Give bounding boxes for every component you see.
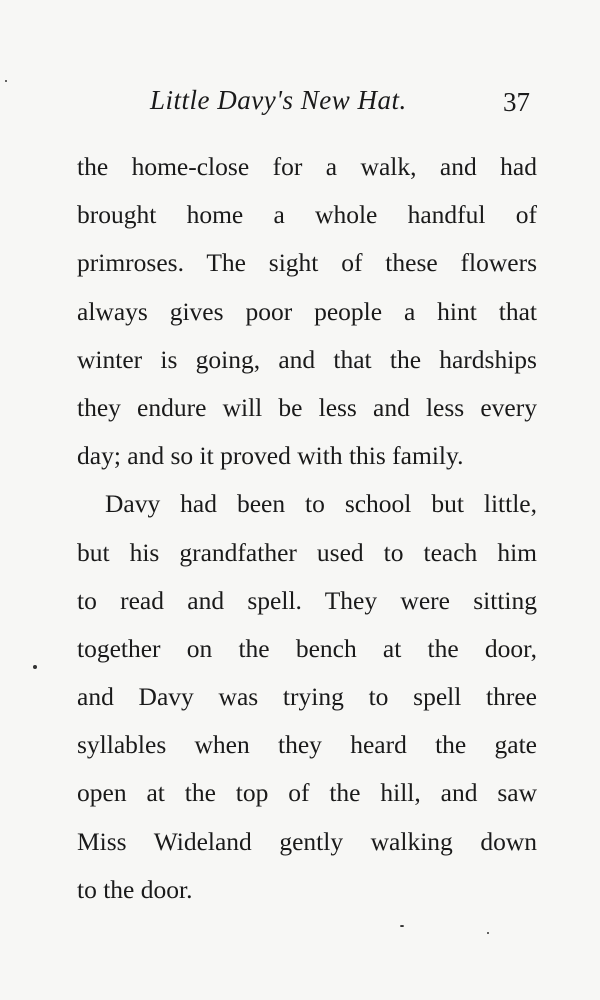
paper-speck bbox=[33, 665, 37, 669]
text-line: Davy had been to school but little, bbox=[105, 489, 537, 519]
paper-speck bbox=[400, 925, 404, 927]
text-line: syllables when they heard the gate bbox=[77, 730, 537, 760]
text-line: primroses. The sight of these flowers bbox=[77, 248, 537, 278]
text-line: and Davy was trying to spell three bbox=[77, 682, 537, 712]
text-line: the home-close for a walk, and had bbox=[77, 152, 537, 181]
paper-speck bbox=[487, 932, 489, 934]
body-text bbox=[77, 143, 537, 914]
text-line: to read and spell. They were sitting bbox=[77, 585, 537, 615]
running-title: Little Davy's New Hat. bbox=[150, 85, 407, 115]
text-line: always gives poor people a hint that bbox=[77, 296, 537, 326]
text-line: they endure will be less and less every bbox=[77, 392, 537, 422]
text-line: winter is going, and that the hardships bbox=[77, 344, 537, 374]
text-line: Miss Wideland gently walking down bbox=[77, 826, 537, 856]
text-line: together on the bench at the door, bbox=[77, 633, 537, 663]
text-line: brought home a whole handful of bbox=[77, 200, 537, 230]
paper-speck bbox=[5, 80, 7, 82]
text-line: day; and so it proved with this family. bbox=[77, 441, 464, 471]
page-number: 37 bbox=[503, 87, 530, 117]
text-line: open at the top of the hill, and saw bbox=[77, 778, 537, 808]
text-line: but his grandfather used to teach him bbox=[77, 537, 537, 567]
text-line: to the door. bbox=[77, 874, 193, 904]
